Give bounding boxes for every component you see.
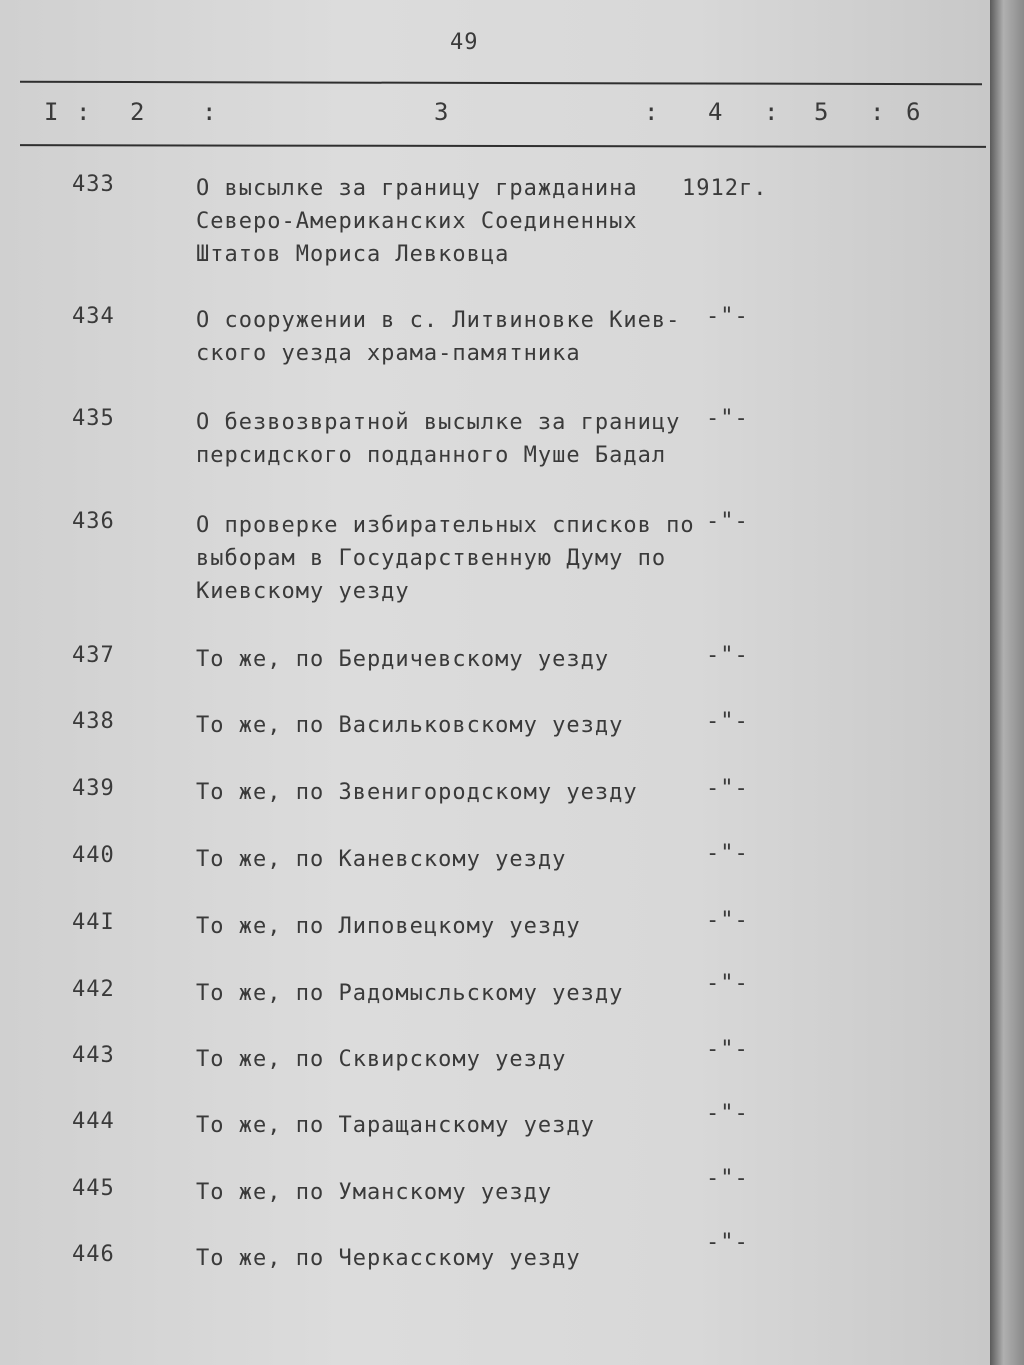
item-title-line: О проверке избирательных списков по	[196, 513, 695, 538]
item-number: 444	[72, 1109, 115, 1134]
column-separator: :	[644, 98, 660, 126]
item-title-line: выборам в Государственную Думу по	[196, 546, 667, 571]
item-title-line: Северо-Американских Соединенных	[196, 209, 638, 234]
item-number: 445	[72, 1176, 115, 1201]
item-title-line: То же, по Черкасскому уезду	[196, 1246, 581, 1271]
item-title-line: ского уезда храма-памятника	[196, 341, 581, 366]
item-number: 433	[72, 172, 115, 197]
item-title	[196, 509, 696, 608]
item-date: -"-	[706, 709, 749, 734]
item-date: -"-	[706, 643, 749, 668]
column-separator: :	[870, 98, 886, 126]
item-title	[196, 910, 696, 943]
item-title-line: То же, по Радомысльскому уезду	[196, 981, 624, 1006]
item-title	[196, 1176, 696, 1209]
item-title	[196, 643, 696, 676]
item-number: 434	[72, 304, 115, 329]
item-number: 442	[72, 977, 115, 1002]
header-bottom-rule	[20, 144, 986, 148]
item-date: -"-	[706, 841, 749, 866]
item-title	[196, 1242, 696, 1275]
item-title	[196, 843, 696, 876]
item-title	[196, 977, 696, 1010]
item-title-line: То же, по Васильковскому уезду	[196, 713, 624, 738]
item-number: 44I	[72, 910, 115, 935]
column-separator: :	[76, 98, 92, 126]
header-top-rule	[20, 81, 982, 86]
item-title-line: О безвозвратной высылке за границу	[196, 410, 681, 435]
item-title	[196, 1109, 696, 1142]
column-header-1: I	[44, 98, 60, 126]
item-date: 1912г.	[682, 176, 768, 201]
item-date: -"-	[706, 776, 749, 801]
item-number: 436	[72, 509, 115, 534]
item-title-line: То же, по Звенигородскому уезду	[196, 780, 638, 805]
item-title	[196, 709, 696, 742]
item-number: 437	[72, 643, 115, 668]
item-title-line: То же, по Сквирскому уезду	[196, 1047, 567, 1072]
column-header-4: 4	[708, 98, 724, 126]
item-number: 446	[72, 1242, 115, 1267]
item-number: 439	[72, 776, 115, 801]
item-date: -"-	[706, 509, 749, 534]
item-title-line: Штатов Мориса Левковца	[196, 242, 510, 267]
item-number: 438	[72, 709, 115, 734]
page-edge-shadow	[990, 0, 1024, 1365]
item-title-line: О сооружении в с. Литвиновке Киев-	[196, 308, 681, 333]
item-title	[196, 172, 696, 271]
item-title	[196, 1043, 696, 1076]
column-header-2: 2	[130, 98, 146, 126]
item-date: -"-	[706, 1230, 749, 1255]
item-title-line: То же, по Таращанскому уезду	[196, 1113, 595, 1138]
item-title-line: То же, по Липовецкому уезду	[196, 914, 581, 939]
item-title-line: О высылке за границу гражданина	[196, 176, 638, 201]
column-separator: :	[202, 98, 218, 126]
item-date: -"-	[706, 1037, 749, 1062]
item-date: -"-	[706, 908, 749, 933]
column-header-3: 3	[434, 98, 450, 126]
column-separator: :	[764, 98, 780, 126]
column-header-6: 6	[906, 98, 922, 126]
column-header-5: 5	[814, 98, 830, 126]
item-title-line: То же, по Каневскому уезду	[196, 847, 567, 872]
item-date: -"-	[706, 304, 749, 329]
page-number: 49	[450, 30, 479, 55]
item-title	[196, 776, 696, 809]
item-number: 443	[72, 1043, 115, 1068]
item-title-line: То же, по Бердичевскому уезду	[196, 647, 610, 672]
item-title-line: То же, по Уманскому уезду	[196, 1180, 553, 1205]
item-title	[196, 304, 696, 370]
item-title-line: Киевскому уезду	[196, 579, 410, 604]
item-date: -"-	[706, 406, 749, 431]
item-number: 435	[72, 406, 115, 431]
item-date: -"-	[706, 1101, 749, 1126]
item-number: 440	[72, 843, 115, 868]
item-date: -"-	[706, 971, 749, 996]
item-title	[196, 406, 696, 472]
item-title-line: персидского подданного Муше Бадал	[196, 443, 667, 468]
item-date: -"-	[706, 1166, 749, 1191]
